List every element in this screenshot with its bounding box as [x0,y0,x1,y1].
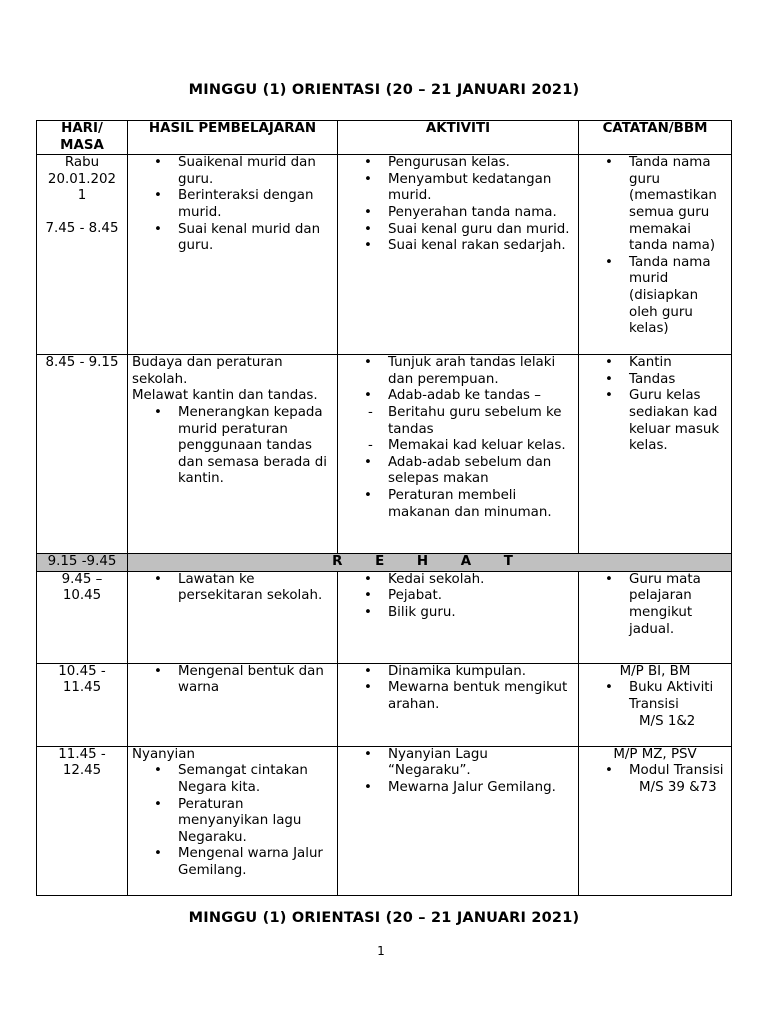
page-title: MINGGU (1) ORIENTASI (20 – 21 JANUARI 2021) [188,82,580,98]
list-item: • Pejabat. [342,588,574,605]
time-label: 7.45 - 8.45 [45,220,119,236]
list-item: • Adab-adab ke tandas – [342,388,574,405]
list-item: • Tunjuk arah tandas lelaki dan perempuan. [342,355,574,388]
aktiviti-cell [338,746,579,895]
table-row [37,155,732,355]
list-item: • Tanda nama guru (memastikan semua guru memakai tanda nama) [583,155,727,255]
list-item: • Mengenal warna Jalur Gemilang. [132,846,333,879]
hasil-cell [128,746,338,895]
list-item: • Peraturan membeli makanan dan minuman. [342,488,574,521]
catatan-head: M/P MZ, PSV [613,746,697,762]
rehat-label: R E H A T [128,554,732,572]
time-cell [37,155,128,355]
list-item: • Modul Transisi [583,763,727,780]
catatan-cell [579,571,732,663]
list-item: • Kantin [583,355,727,372]
catatan-cell [579,746,732,895]
list-item: • Pengurusan kelas. [342,155,574,172]
catatan-tail: M/S 1&2 [639,713,696,729]
list-item: • Tandas [583,372,727,389]
list-item: • Buku Aktiviti Transisi [583,680,727,713]
hasil-cell [128,155,338,355]
hasil-intro: Nyanyian [132,746,195,762]
time-cell: 9.45 – 10.45 [37,571,128,663]
list-item: • Suai kenal guru dan murid. [342,222,574,239]
list-item: • Dinamika kumpulan. [342,664,574,681]
list-item: • Suai kenal murid dan guru. [132,222,333,255]
sub-list-item: - Beritahu guru sebelum ke tandas [342,405,574,438]
sub-list-item: - Memakai kad keluar kelas. [342,438,574,455]
catatan-cell [579,355,732,554]
rehat-row [37,554,732,572]
list-item: • Mengenal bentuk dan warna [132,664,333,697]
catatan-head: M/P BI, BM [619,663,691,679]
header-hari-masa: HARI/ MASA [37,121,128,155]
time-cell [37,355,128,554]
hasil-cell [128,355,338,554]
hasil-cell [128,571,338,663]
header-hasil-pembelajaran: HASIL PEMBELAJARAN [128,121,338,155]
table-row [37,663,732,746]
aktiviti-cell [338,663,579,746]
catatan-tail: M/S 39 &73 [639,779,717,795]
catatan-cell [579,155,732,355]
list-item: • Semangat cintakan Negara kita. [132,763,333,796]
time-cell: 10.45 - 11.45 [37,663,128,746]
day-label: Rabu [64,155,100,171]
catatan-cell [579,663,732,746]
schedule-table [36,120,732,896]
list-item: • Suai kenal rakan sedarjah. [342,238,574,255]
list-item: • Berinteraksi dengan murid. [132,188,333,221]
list-item: • Adab-adab sebelum dan selepas makan [342,455,574,488]
list-item: • Menyambut kedatangan murid. [342,172,574,205]
footer-title: MINGGU (1) ORIENTASI (20 – 21 JANUARI 2021) [188,910,580,926]
hasil-intro: Budaya dan peraturan sekolah. [132,355,283,387]
list-item: • Lawatan ke persekitaran sekolah. [132,572,333,605]
list-item: • Peraturan menyanyikan lagu Negaraku. [132,797,333,847]
aktiviti-cell [338,355,579,554]
table-row [37,746,732,895]
rehat-time: 9.15 -9.45 [37,554,128,572]
table-row [37,571,732,663]
header-aktiviti: AKTIVITI [338,121,579,155]
list-item: • Penyerahan tanda nama. [342,205,574,222]
list-item: • Suaikenal murid dan guru. [132,155,333,188]
aktiviti-cell [338,571,579,663]
list-item: • Mewarna bentuk mengikut arahan. [342,680,574,713]
time-cell: 11.45 - 12.45 [37,746,128,895]
list-item: • Guru mata pelajaran mengikut jadual. [583,572,727,638]
aktiviti-cell [338,155,579,355]
list-item: • Bilik guru. [342,605,574,622]
list-item: • Nyanyian Lagu “Negaraku”. [342,747,574,780]
page-number: 1 [377,944,385,958]
table-row [37,355,732,554]
list-item: • Kedai sekolah. [342,572,574,589]
list-item: • Tanda nama murid (disiapkan oleh guru kelas) [583,255,727,338]
hasil-cell [128,663,338,746]
header-catatan-bbm: CATATAN/BBM [579,121,732,155]
list-item: • Mewarna Jalur Gemilang. [342,780,574,797]
hasil-intro-2: Melawat kantin dan tandas. [132,388,318,404]
list-item: • Menerangkan kepada murid peraturan penggunaan tandas dan semasa berada di kantin. [132,405,333,488]
header-row [37,121,732,155]
time-label: 8.45 - 9.15 [45,355,119,371]
list-item: • Guru kelas sediakan kad keluar masuk kelas. [583,388,727,454]
date-label: 20.01.202 1 [47,171,117,204]
